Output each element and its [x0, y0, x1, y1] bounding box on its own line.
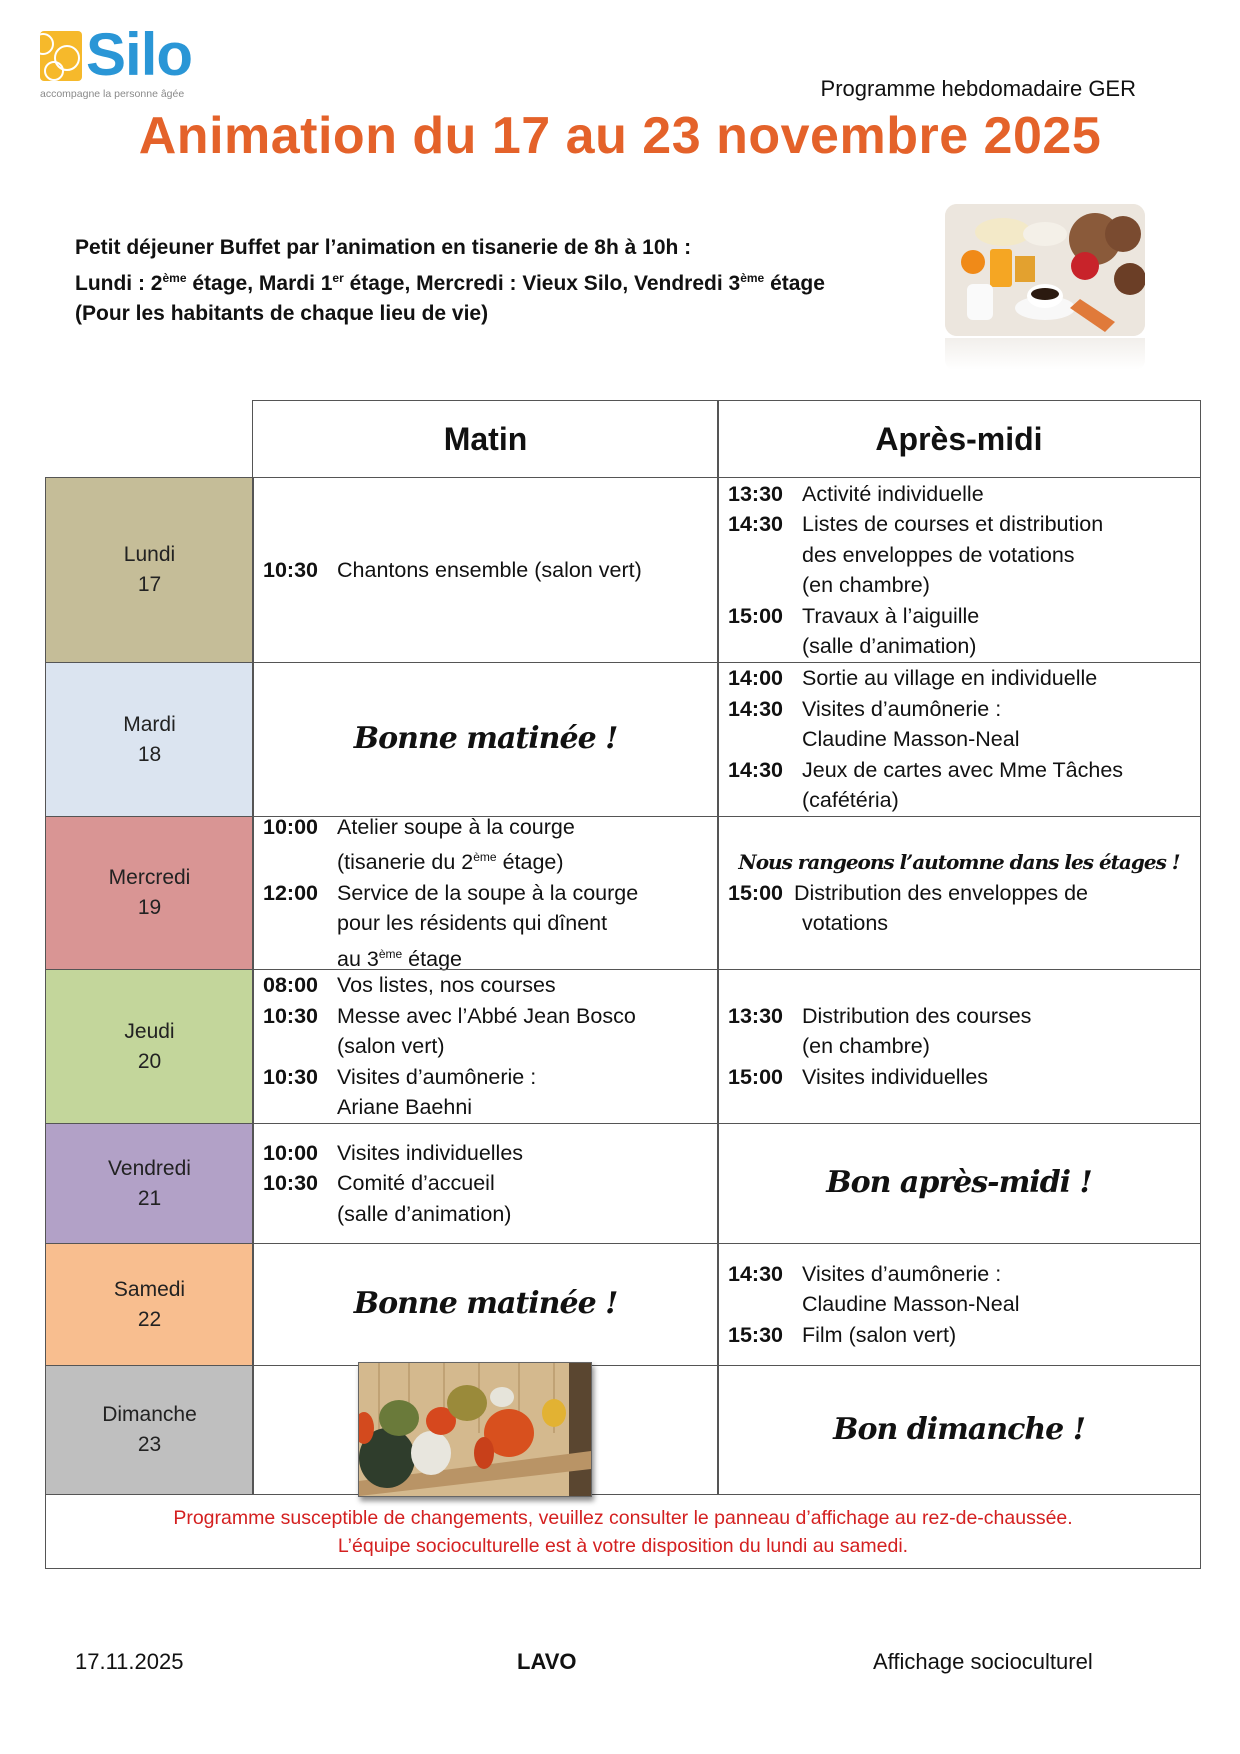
activity: 14:00 Sortie au village en individuelle: [728, 666, 1098, 691]
activity-detail: Claudine Masson-Neal: [802, 727, 1020, 752]
day-name: Samedi: [113, 1277, 186, 1301]
mardi-afternoon: [717, 662, 1201, 817]
activity-detail: (tisanerie du 2ème étage): [337, 850, 564, 875]
activity: 15:00 Visites individuelles: [728, 1064, 989, 1089]
activity: 13:30 Distribution des courses: [728, 1003, 1032, 1028]
activity: 14:30 Visites d’aumônerie :: [728, 1261, 1002, 1286]
samedi-morning-message: Bonne matinée !: [252, 1243, 719, 1366]
pumpkins-photo: [358, 1362, 592, 1497]
activity: 10:30 Messe avec l’Abbé Jean Bosco: [263, 1003, 636, 1028]
header-morning: Matin: [252, 400, 719, 478]
day-lundi: [45, 477, 254, 663]
intro-line-2: Lundi : 2ème étage, Mardi 1er étage, Mercredi : Vieux Silo, Vendredi 3ème étage: [75, 271, 825, 295]
day-date: 22: [137, 1307, 162, 1331]
activity: 13:30 Activité individuelle: [728, 481, 984, 506]
day-dimanche: [45, 1365, 254, 1495]
program-subtitle: Programme hebdomadaire GER: [820, 76, 1136, 101]
breakfast-photo: [945, 204, 1145, 336]
header-afternoon: Après-midi: [717, 400, 1201, 478]
activity: 14:30 Listes de courses et distribution: [728, 512, 1104, 536]
day-name: Mercredi: [108, 866, 191, 889]
activity-detail: (en chambre): [802, 573, 930, 597]
day-date: 23: [137, 1433, 162, 1456]
activity-detail: (cafétéria): [802, 788, 899, 813]
footer-note-line-2: L’équipe socioculturelle est à votre disposition du lundi au samedi.: [337, 1534, 909, 1557]
activity: 10:30 Visites d’aumônerie :: [263, 1064, 537, 1089]
activity: 12:00 Service de la soupe à la courge: [263, 880, 639, 905]
breakfast-photo-reflection: [945, 338, 1145, 370]
day-mardi: [45, 662, 254, 817]
activity-detail: pour les résidents qui dînent: [337, 911, 608, 936]
day-date: 19: [137, 896, 162, 919]
day-jeudi: [45, 969, 254, 1124]
day-date: 20: [137, 1049, 162, 1073]
autumn-message: Nous rangeons l’automne dans les étages !: [738, 850, 1180, 875]
activity: 15:30 Film (salon vert): [728, 1322, 957, 1347]
activity-detail: votations: [802, 911, 889, 936]
day-vendredi: [45, 1123, 254, 1244]
jeudi-morning: [252, 969, 719, 1124]
table-footer-note: [45, 1494, 1201, 1569]
activity: 14:30 Jeux de cartes avec Mme Tâches: [728, 757, 1124, 782]
silo-logo: [40, 21, 220, 103]
activity: 10:00 Visites individuelles: [263, 1140, 524, 1165]
activity: 10:30 Chantons ensemble (salon vert): [263, 557, 642, 582]
activity: 10:30 Comité d’accueil: [263, 1171, 495, 1196]
day-name: Lundi: [123, 543, 176, 566]
activity: 10:00 Atelier soupe à la courge: [263, 814, 575, 839]
intro-line-3: (Pour les habitants de chaque lieu de vie): [75, 302, 489, 325]
day-name: Mardi: [123, 712, 176, 736]
vendredi-morning: [252, 1123, 719, 1244]
footer-note-line-1: Programme susceptible de changements, veuillez consulter le panneau d’affichage au rez-de-chaussée.: [173, 1506, 1073, 1529]
weekly-schedule-table: [45, 400, 1201, 1569]
lundi-morning: [252, 477, 719, 663]
activity: 08:00 Vos listes, nos courses: [263, 973, 556, 998]
day-samedi: [45, 1243, 254, 1366]
mercredi-afternoon: [717, 816, 1201, 970]
footer-date: 17.11.2025: [75, 1649, 184, 1674]
logo-circles-icon: [40, 31, 82, 81]
activity-detail: (salle d’animation): [337, 1201, 512, 1226]
dimanche-afternoon-message: Bon dimanche !: [717, 1365, 1201, 1495]
day-name: Jeudi: [124, 1019, 175, 1043]
footer-label: Affichage socioculturel: [873, 1649, 1093, 1674]
mercredi-morning: [252, 816, 719, 970]
intro-line-1: Petit déjeuner Buffet par l’animation en tisanerie de 8h à 10h :: [75, 236, 692, 259]
activity-detail: (salle d’animation): [802, 634, 977, 658]
day-mercredi: [45, 816, 254, 970]
activity-detail: (en chambre): [802, 1034, 930, 1059]
vendredi-afternoon-message: Bon après-midi !: [717, 1123, 1201, 1244]
activity: 15:00 Distribution des enveloppes de: [728, 880, 1089, 905]
logo-wordmark: Silo: [86, 21, 193, 88]
day-date: 18: [137, 742, 162, 766]
activity-detail: (salon vert): [337, 1034, 445, 1059]
day-name: Vendredi: [108, 1156, 191, 1180]
footer-code: LAVO: [517, 1649, 577, 1674]
activity: 15:00 Travaux à l’aiguille: [728, 603, 980, 628]
day-name: Dimanche: [102, 1403, 197, 1426]
jeudi-afternoon: [717, 969, 1201, 1124]
logo-tagline: accompagne la personne âgée: [40, 88, 185, 100]
page-title: Animation du 17 au 23 novembre 2025: [138, 107, 1102, 165]
day-date: 17: [137, 573, 162, 596]
lundi-afternoon: [717, 477, 1201, 663]
activity-detail: Ariane Baehni: [337, 1095, 473, 1120]
activity: 14:30 Visites d’aumônerie :: [728, 696, 1002, 721]
mardi-morning-message: Bonne matinée !: [252, 662, 719, 817]
breakfast-info: [75, 233, 825, 329]
activity-detail: Claudine Masson-Neal: [802, 1292, 1020, 1317]
samedi-afternoon: [717, 1243, 1201, 1366]
activity-detail: au 3ème étage: [337, 946, 462, 971]
day-date: 21: [137, 1186, 162, 1210]
activity-detail: des enveloppes de votations: [802, 542, 1075, 567]
